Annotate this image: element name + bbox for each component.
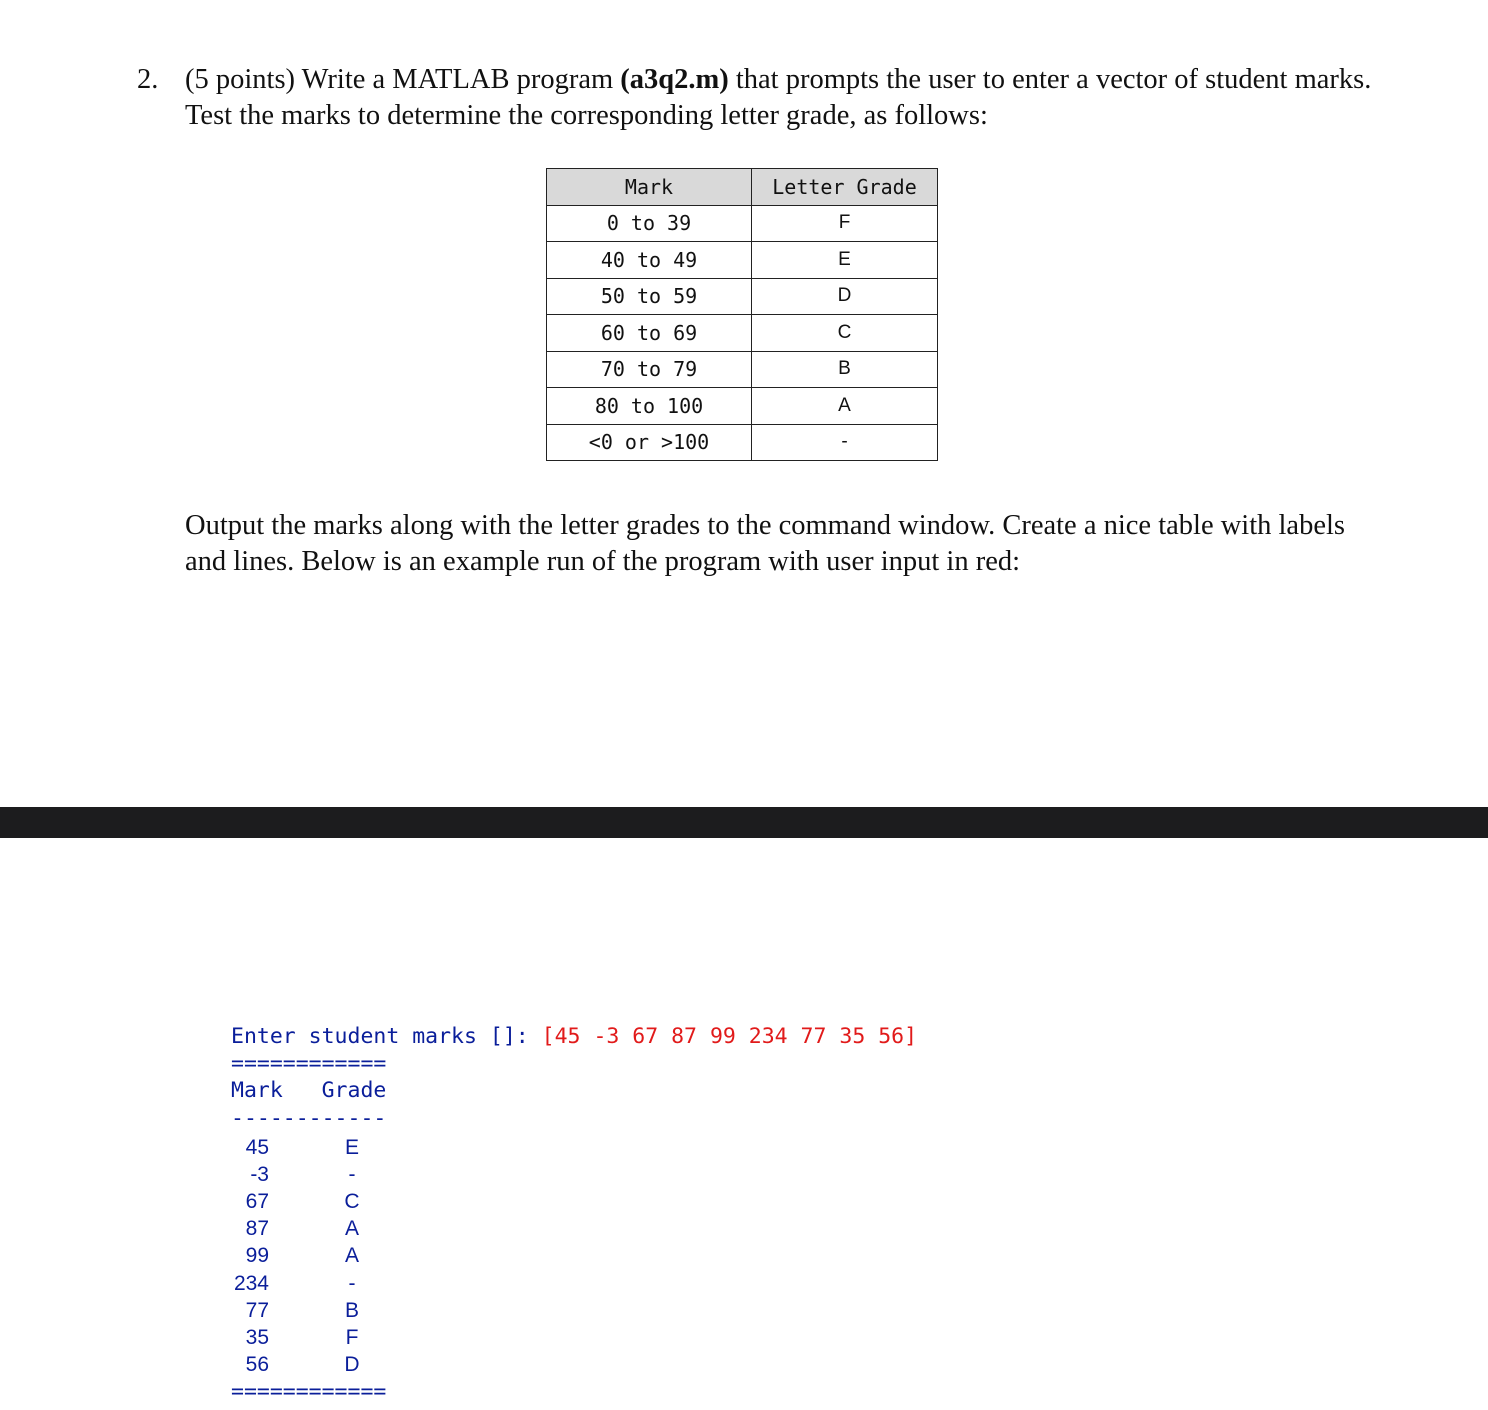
console-row-grade: A	[344, 1217, 359, 1241]
console-row-mark: 56	[245, 1352, 269, 1376]
console-header: Mark Grade	[231, 1078, 387, 1103]
grade-table-mark-cell: 0 to 39	[547, 205, 752, 242]
divider-bar	[0, 807, 1488, 838]
console-row-grade: A	[344, 1244, 359, 1268]
grade-table-grade-cell: A	[752, 388, 938, 425]
question-points: (5 points)	[185, 64, 296, 95]
console-row	[231, 1297, 431, 1324]
grade-table-grade-cell: B	[752, 351, 938, 388]
console-row-grade: -	[348, 1271, 356, 1295]
console-mid-rule: ------------	[231, 1106, 387, 1131]
console-row-grade: E	[344, 1136, 359, 1159]
output-instructions: Output the marks along with the letter grades to the command window. Create a nice table with labels and lines. Below is an example run of the program with user input in red:	[185, 510, 1345, 577]
console-row	[231, 1215, 431, 1242]
console-user-input: [45 -3 67 87 99 234 77 35 56]	[541, 1024, 918, 1049]
grade-table-mark-cell: 80 to 100	[547, 388, 752, 425]
console-row-mark: 99	[245, 1244, 269, 1268]
console-row	[231, 1134, 431, 1161]
grade-table-row	[547, 205, 938, 242]
grade-table-grade-cell: F	[752, 205, 938, 242]
console-row-mark: 67	[245, 1190, 269, 1214]
grade-table-grade-cell: E	[752, 242, 938, 279]
console-row	[231, 1270, 431, 1297]
grade-table-row	[547, 388, 938, 425]
console-row-mark: 35	[245, 1325, 269, 1349]
console-prompt-line	[231, 1022, 917, 1052]
grade-table-grade-cell: C	[752, 315, 938, 352]
console-row	[231, 1351, 431, 1378]
console-row-mark: 87	[245, 1217, 269, 1241]
console-row-grade: -	[348, 1163, 356, 1187]
grade-table-mark-cell: 40 to 49	[547, 242, 752, 279]
console-row-grade: C	[344, 1190, 360, 1214]
console-row-mark: 234	[233, 1271, 269, 1295]
grade-table-row	[547, 351, 938, 388]
grade-table-mark-cell: <0 or >100	[547, 424, 752, 461]
grade-table-row	[547, 315, 938, 352]
grade-table-header-mark: Mark	[547, 169, 752, 206]
console-row-grade: B	[344, 1298, 359, 1322]
grade-table-mark-cell: 50 to 59	[547, 278, 752, 315]
console-row	[231, 1188, 431, 1215]
grade-table-mark-cell: 70 to 79	[547, 351, 752, 388]
console-row-mark: 77	[245, 1298, 269, 1322]
console-row-grade: D	[344, 1352, 360, 1376]
console-top-rule: ============	[231, 1051, 387, 1076]
grade-table-body	[547, 205, 938, 461]
grade-table	[546, 168, 938, 461]
console-row	[231, 1161, 431, 1188]
console-row-mark: 45	[245, 1136, 269, 1159]
grade-table-row	[547, 424, 938, 461]
console-prompt: Enter student marks []:	[231, 1024, 542, 1049]
console-row-mark: -3	[250, 1163, 269, 1187]
question-file-name: (a3q2.m)	[620, 64, 729, 95]
question-intro	[185, 62, 1375, 134]
console-row	[231, 1242, 431, 1269]
question-intro-text-1: Write a MATLAB program	[295, 64, 621, 95]
grade-table-header-grade: Letter Grade	[752, 169, 938, 206]
grade-table-mark-cell: 60 to 69	[547, 315, 752, 352]
grade-table-header-row	[547, 169, 938, 206]
question-number: 2.	[137, 64, 159, 95]
grade-table-grade-cell: D	[752, 278, 938, 315]
question-intro-text-2: that prompts the user to enter a vector of student marks. Test the marks to determine the corresponding letter grade, as follows:	[185, 64, 1372, 131]
console-row-grade: F	[345, 1325, 359, 1349]
console-row	[231, 1324, 431, 1351]
grade-table-row	[547, 242, 938, 279]
grade-table-row	[547, 278, 938, 315]
console-bottom-rule: ============	[231, 1379, 387, 1404]
grade-table-grade-cell: -	[752, 424, 938, 461]
